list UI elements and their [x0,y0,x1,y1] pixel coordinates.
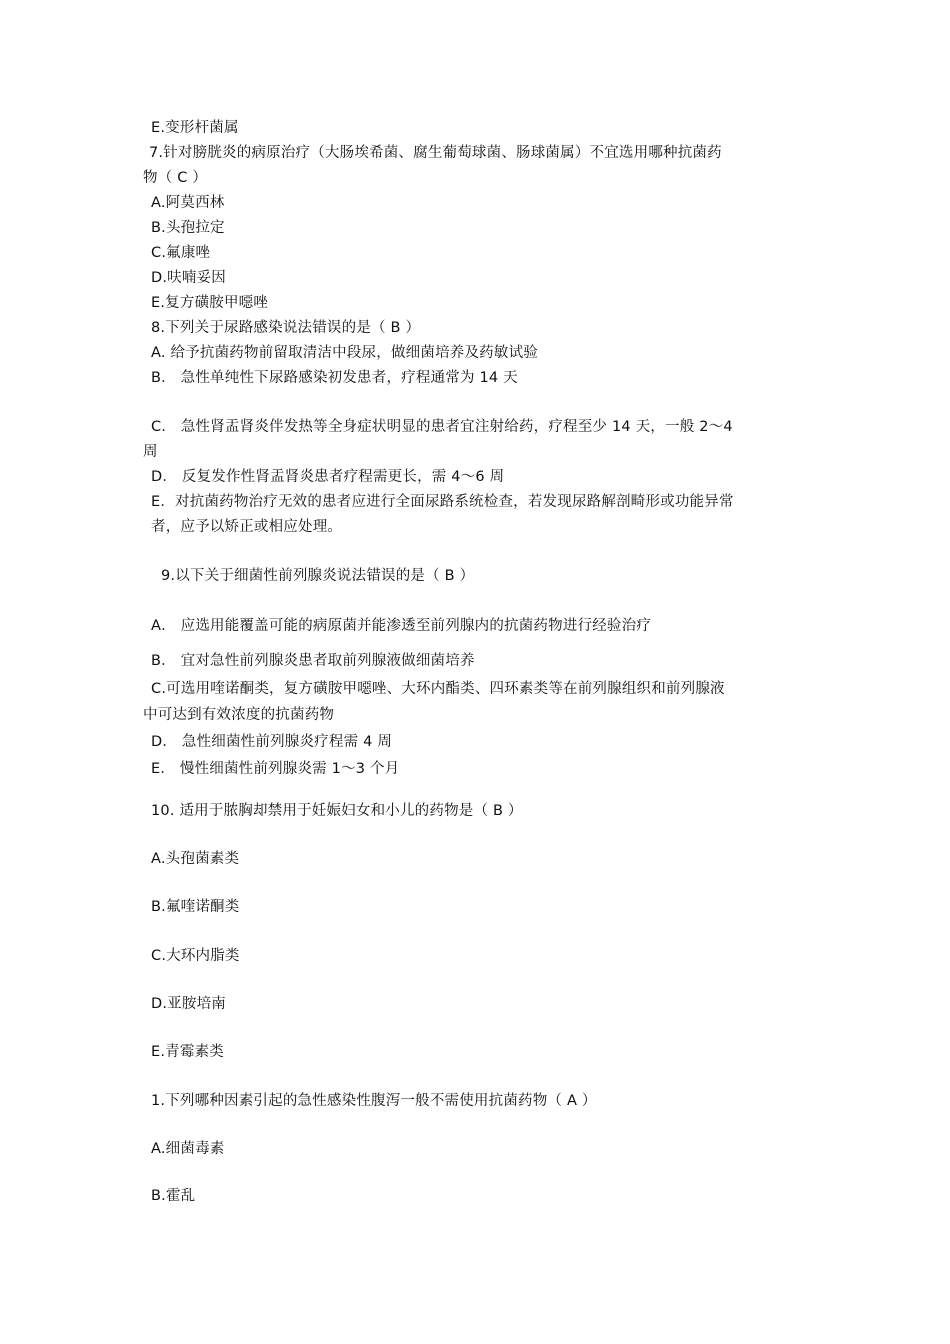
question-10-option-a: A.头孢菌素类 [151,851,240,867]
question-9-option-e: E． 慢性细菌性前列腺炎需 1～3 个月 [151,761,400,777]
question-9-option-c-line-2: 中可达到有效浓度的抗菌药物 [143,707,335,723]
question-7-line-1: 7.针对膀胱炎的病原治疗（大肠埃希菌、腐生葡萄球菌、肠球菌属）不宜选用哪种抗菌药 [149,145,722,161]
question-7-option-e: E.复方磺胺甲噁唑 [151,295,269,311]
question-1: 1.下列哪种因素引起的急性感染性腹泻一般不需使用抗菌药物（ A ） [151,1093,597,1109]
question-8-option-a: A. 给予抗菌药物前留取清洁中段尿，做细菌培养及药敏试验 [151,345,538,361]
question-8-option-e-line-2: 者，应予以矫正或相应处理。 [151,519,343,535]
question-10-option-e: E.青霉素类 [151,1044,224,1060]
question-9-option-b: B． 宜对急性前列腺炎患者取前列腺液做细菌培养 [151,653,475,669]
question-8: 8.下列关于尿路感染说法错误的是（ B ） [151,320,421,336]
question-7-line-2: 物（ C ） [143,170,208,186]
question-8-option-c-line-1: C． 急性肾盂肾炎伴发热等全身症状明显的患者宜注射给药，疗程至少 14 天，一般 2～4 [151,419,733,435]
question-7-option-a: A.阿莫西林 [151,195,225,211]
question-7-option-b: B.头孢拉定 [151,220,225,236]
question-1-option-a: A.细菌毒素 [151,1141,225,1157]
question-7-option-c: C.氟康唑 [151,245,211,261]
question-10-option-c: C.大环内脂类 [151,948,240,964]
question-8-option-e-line-1: E．对抗菌药物治疗无效的患者应进行全面尿路系统检查，若发现尿路解剖畸形或功能异常 [151,494,734,510]
question-10: 10. 适用于脓胸却禁用于妊娠妇女和小儿的药物是（ B ） [151,803,523,819]
question-8-option-d: D． 反复发作性肾盂肾炎患者疗程需更长，需 4～6 周 [151,469,505,485]
option-e-proteus: E.变形杆菌属 [151,120,239,136]
question-10-option-b: B.氟喹诺酮类 [151,899,240,915]
question-9-option-a: A． 应选用能覆盖可能的病原菌并能渗透至前列腺内的抗菌药物进行经验治疗 [151,618,652,634]
question-8-option-c-line-2: 周 [143,444,158,460]
question-9-option-c-line-1: C.可选用喹诺酮类，复方磺胺甲噁唑、大环内酯类、四环素类等在前列腺组织和前列腺液 [151,681,725,697]
question-9-option-d: D． 急性细菌性前列腺炎疗程需 4 周 [151,734,393,750]
question-10-option-d: D.亚胺培南 [151,996,226,1012]
question-7-option-d: D.呋喃妥因 [151,270,226,286]
question-8-option-b: B． 急性单纯性下尿路感染初发患者，疗程通常为 14 天 [151,370,518,386]
question-9: 9.以下关于细菌性前列腺炎说法错误的是（ B ） [161,568,475,584]
question-1-option-b: B.霍乱 [151,1188,196,1204]
